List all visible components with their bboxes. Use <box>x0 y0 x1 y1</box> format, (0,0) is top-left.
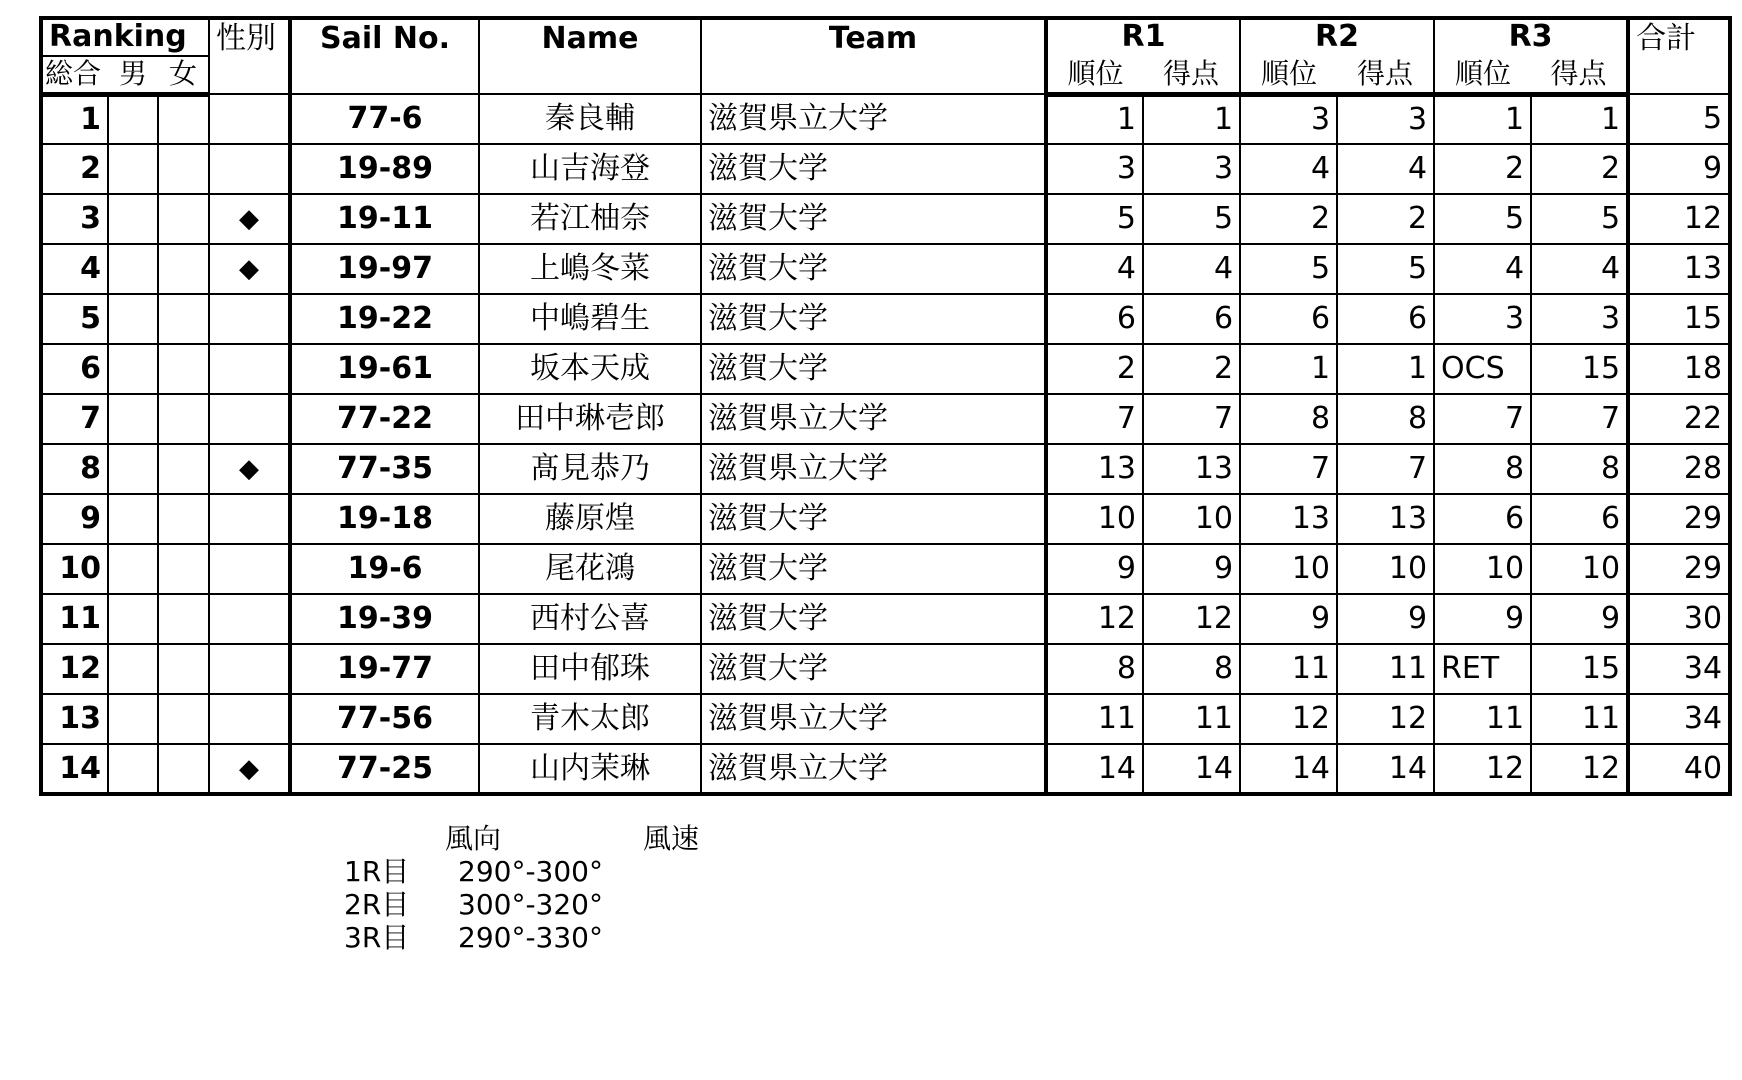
r3-points-cell: 4 <box>1531 244 1628 294</box>
wind-race-label: 2R目 <box>344 888 410 921</box>
female-rank-cell <box>158 744 209 794</box>
sail-no-cell: 77-35 <box>290 444 479 494</box>
r2-position-cell: 5 <box>1240 244 1337 294</box>
team-cell: 滋賀大学 <box>701 294 1046 344</box>
male-header: 男 <box>108 56 158 94</box>
wind-direction-value: 290°-300° <box>458 855 603 888</box>
r3-position-cell: 10 <box>1434 544 1531 594</box>
male-rank-cell <box>108 644 158 694</box>
wind-race-label: 1R目 <box>344 855 410 888</box>
header-row-top <box>41 18 1730 56</box>
sail-no-cell: 77-56 <box>290 694 479 744</box>
table-row <box>41 594 1730 644</box>
r3-points-cell: 12 <box>1531 744 1628 794</box>
sailor-name-cell: 若江柚奈 <box>479 194 701 244</box>
total-cell: 30 <box>1628 594 1730 644</box>
r3-position-cell: 1 <box>1434 94 1531 144</box>
team-cell: 滋賀県立大学 <box>701 394 1046 444</box>
r1-position-cell: 10 <box>1046 494 1143 544</box>
table-row <box>41 344 1730 394</box>
female-rank-cell <box>158 144 209 194</box>
r3-position-cell: 6 <box>1434 494 1531 544</box>
sailor-name-cell: 青木太郎 <box>479 694 701 744</box>
gender-header: 性別 <box>209 18 290 94</box>
female-rank-cell <box>158 444 209 494</box>
r1-position-cell: 2 <box>1046 344 1143 394</box>
r2-points-cell: 13 <box>1337 494 1434 544</box>
total-cell: 13 <box>1628 244 1730 294</box>
wind-direction-value: 290°-330° <box>458 921 603 954</box>
rank-cell: 5 <box>41 294 108 344</box>
female-rank-cell <box>158 344 209 394</box>
total-cell: 18 <box>1628 344 1730 394</box>
r3-position-cell: RET <box>1434 644 1531 694</box>
female-rank-cell <box>158 394 209 444</box>
r2-points-header: 得点 <box>1337 56 1434 94</box>
r3-position-cell: 2 <box>1434 144 1531 194</box>
sailor-name-cell: 西村公喜 <box>479 594 701 644</box>
r1-points-cell: 3 <box>1143 144 1240 194</box>
r3-points-cell: 3 <box>1531 294 1628 344</box>
r1-points-cell: 14 <box>1143 744 1240 794</box>
r1-points-cell: 6 <box>1143 294 1240 344</box>
r2-position-cell: 4 <box>1240 144 1337 194</box>
rank-cell: 6 <box>41 344 108 394</box>
total-cell: 40 <box>1628 744 1730 794</box>
table-row <box>41 394 1730 444</box>
male-rank-cell <box>108 294 158 344</box>
team-cell: 滋賀大学 <box>701 644 1046 694</box>
r1-position-cell: 14 <box>1046 744 1143 794</box>
r3-points-cell: 11 <box>1531 694 1628 744</box>
r1-position-cell: 7 <box>1046 394 1143 444</box>
r1-position-cell: 6 <box>1046 294 1143 344</box>
table-row <box>41 444 1730 494</box>
r3-points-header: 得点 <box>1531 56 1628 94</box>
r3-position-cell: 12 <box>1434 744 1531 794</box>
r3-points-cell: 1 <box>1531 94 1628 144</box>
rank-cell: 11 <box>41 594 108 644</box>
male-rank-cell <box>108 594 158 644</box>
gender-marker <box>209 644 290 694</box>
sail-no-cell: 19-11 <box>290 194 479 244</box>
name-header: Name <box>479 18 701 94</box>
r3-position-cell: 4 <box>1434 244 1531 294</box>
r3-position-cell: 11 <box>1434 694 1531 744</box>
r2-points-cell: 3 <box>1337 94 1434 144</box>
table-row <box>41 544 1730 594</box>
r2-position-cell: 11 <box>1240 644 1337 694</box>
r1-points-header: 得点 <box>1143 56 1240 94</box>
male-rank-cell <box>108 744 158 794</box>
r2-position-cell: 10 <box>1240 544 1337 594</box>
table-row <box>41 744 1730 794</box>
gender-marker <box>209 294 290 344</box>
gender-marker <box>209 494 290 544</box>
table-row <box>41 94 1730 144</box>
table-row <box>41 494 1730 544</box>
sail-no-cell: 19-6 <box>290 544 479 594</box>
r2-position-cell: 13 <box>1240 494 1337 544</box>
results-table <box>39 16 1732 796</box>
r3-points-cell: 6 <box>1531 494 1628 544</box>
r3-points-cell: 5 <box>1531 194 1628 244</box>
sail-no-cell: 19-97 <box>290 244 479 294</box>
rank-cell: 8 <box>41 444 108 494</box>
sail-no-cell: 19-39 <box>290 594 479 644</box>
r3-position-cell: 3 <box>1434 294 1531 344</box>
r1-header: R1 <box>1046 18 1240 56</box>
r3-position-header: 順位 <box>1434 56 1531 94</box>
female-rank-cell <box>158 594 209 644</box>
r2-position-cell: 2 <box>1240 194 1337 244</box>
female-rank-cell <box>158 694 209 744</box>
female-rank-cell <box>158 94 209 144</box>
male-rank-cell <box>108 244 158 294</box>
total-cell: 5 <box>1628 94 1730 144</box>
team-cell: 滋賀県立大学 <box>701 694 1046 744</box>
table-row <box>41 644 1730 694</box>
r1-points-cell: 11 <box>1143 694 1240 744</box>
sail-no-cell: 19-22 <box>290 294 479 344</box>
table-row <box>41 694 1730 744</box>
team-cell: 滋賀大学 <box>701 244 1046 294</box>
wind-direction-label: 風向 <box>445 822 502 855</box>
sailor-name-cell: 髙見恭乃 <box>479 444 701 494</box>
sail-no-cell: 19-61 <box>290 344 479 394</box>
r3-points-cell: 10 <box>1531 544 1628 594</box>
sailor-name-cell: 田中琳壱郎 <box>479 394 701 444</box>
female-rank-cell <box>158 244 209 294</box>
total-cell: 9 <box>1628 144 1730 194</box>
rank-cell: 9 <box>41 494 108 544</box>
sail-no-cell: 19-18 <box>290 494 479 544</box>
total-cell: 34 <box>1628 694 1730 744</box>
gender-marker <box>209 594 290 644</box>
female-rank-cell <box>158 194 209 244</box>
male-rank-cell <box>108 444 158 494</box>
gender-marker <box>209 544 290 594</box>
r1-position-cell: 13 <box>1046 444 1143 494</box>
sail-no-cell: 77-25 <box>290 744 479 794</box>
rank-cell: 4 <box>41 244 108 294</box>
r1-points-cell: 2 <box>1143 344 1240 394</box>
table-row <box>41 194 1730 244</box>
team-cell: 滋賀県立大学 <box>701 94 1046 144</box>
r3-points-cell: 15 <box>1531 344 1628 394</box>
rank-cell: 2 <box>41 144 108 194</box>
sailor-name-cell: 田中郁珠 <box>479 644 701 694</box>
gender-marker <box>209 94 290 144</box>
male-rank-cell <box>108 194 158 244</box>
r1-position-cell: 9 <box>1046 544 1143 594</box>
team-cell: 滋賀大学 <box>701 494 1046 544</box>
sail-no-cell: 77-22 <box>290 394 479 444</box>
r3-points-cell: 9 <box>1531 594 1628 644</box>
r1-points-cell: 7 <box>1143 394 1240 444</box>
r1-position-cell: 5 <box>1046 194 1143 244</box>
r3-position-cell: 5 <box>1434 194 1531 244</box>
r1-points-cell: 8 <box>1143 644 1240 694</box>
r2-position-cell: 14 <box>1240 744 1337 794</box>
team-cell: 滋賀大学 <box>701 344 1046 394</box>
team-cell: 滋賀大学 <box>701 594 1046 644</box>
r2-position-cell: 7 <box>1240 444 1337 494</box>
r2-points-cell: 2 <box>1337 194 1434 244</box>
gender-marker <box>209 694 290 744</box>
r1-position-cell: 12 <box>1046 594 1143 644</box>
r1-position-cell: 4 <box>1046 244 1143 294</box>
r2-position-header: 順位 <box>1240 56 1337 94</box>
sail-no-cell: 19-89 <box>290 144 479 194</box>
male-rank-cell <box>108 394 158 444</box>
r2-position-cell: 1 <box>1240 344 1337 394</box>
wind-race-label: 3R目 <box>344 921 410 954</box>
r3-position-cell: OCS <box>1434 344 1531 394</box>
rank-cell: 3 <box>41 194 108 244</box>
female-rank-cell <box>158 294 209 344</box>
total-cell: 12 <box>1628 194 1730 244</box>
rank-cell: 12 <box>41 644 108 694</box>
sailor-name-cell: 山内茉琳 <box>479 744 701 794</box>
team-cell: 滋賀大学 <box>701 544 1046 594</box>
r2-points-cell: 1 <box>1337 344 1434 394</box>
r1-position-cell: 1 <box>1046 94 1143 144</box>
sailor-name-cell: 秦良輔 <box>479 94 701 144</box>
team-cell: 滋賀大学 <box>701 144 1046 194</box>
gender-marker: ◆ <box>209 744 290 794</box>
total-cell: 22 <box>1628 394 1730 444</box>
r3-position-cell: 9 <box>1434 594 1531 644</box>
r2-points-cell: 14 <box>1337 744 1434 794</box>
r2-points-cell: 6 <box>1337 294 1434 344</box>
rank-cell: 13 <box>41 694 108 744</box>
rank-cell: 14 <box>41 744 108 794</box>
sail-no-cell: 19-77 <box>290 644 479 694</box>
male-rank-cell <box>108 544 158 594</box>
male-rank-cell <box>108 144 158 194</box>
sailor-name-cell: 中嶋碧生 <box>479 294 701 344</box>
r3-points-cell: 15 <box>1531 644 1628 694</box>
total-header: 合計 <box>1628 18 1730 94</box>
r1-points-cell: 10 <box>1143 494 1240 544</box>
female-rank-cell <box>158 644 209 694</box>
gender-marker <box>209 144 290 194</box>
total-cell: 29 <box>1628 494 1730 544</box>
rank-cell: 10 <box>41 544 108 594</box>
female-rank-cell <box>158 494 209 544</box>
wind-direction-value: 300°-320° <box>458 888 603 921</box>
r2-points-cell: 8 <box>1337 394 1434 444</box>
gender-marker <box>209 344 290 394</box>
r3-position-cell: 7 <box>1434 394 1531 444</box>
r1-points-cell: 12 <box>1143 594 1240 644</box>
r2-points-cell: 7 <box>1337 444 1434 494</box>
sailor-name-cell: 上嶋冬菜 <box>479 244 701 294</box>
r2-position-cell: 6 <box>1240 294 1337 344</box>
gender-marker: ◆ <box>209 244 290 294</box>
total-cell: 29 <box>1628 544 1730 594</box>
r3-header: R3 <box>1434 18 1628 56</box>
r2-position-cell: 9 <box>1240 594 1337 644</box>
r3-position-cell: 8 <box>1434 444 1531 494</box>
overall-header: 総合 <box>41 56 108 94</box>
r2-points-cell: 12 <box>1337 694 1434 744</box>
r1-points-cell: 5 <box>1143 194 1240 244</box>
r1-points-cell: 9 <box>1143 544 1240 594</box>
ranking-header: Ranking <box>41 18 209 56</box>
r2-points-cell: 11 <box>1337 644 1434 694</box>
total-cell: 28 <box>1628 444 1730 494</box>
female-rank-cell <box>158 544 209 594</box>
total-cell: 15 <box>1628 294 1730 344</box>
r2-position-cell: 3 <box>1240 94 1337 144</box>
r2-points-cell: 9 <box>1337 594 1434 644</box>
r3-points-cell: 2 <box>1531 144 1628 194</box>
female-header: 女 <box>158 56 209 94</box>
r1-points-cell: 1 <box>1143 94 1240 144</box>
r3-points-cell: 8 <box>1531 444 1628 494</box>
team-cell: 滋賀県立大学 <box>701 444 1046 494</box>
r2-points-cell: 5 <box>1337 244 1434 294</box>
gender-marker: ◆ <box>209 444 290 494</box>
r1-position-cell: 8 <box>1046 644 1143 694</box>
gender-marker <box>209 394 290 444</box>
sailor-name-cell: 藤原煌 <box>479 494 701 544</box>
male-rank-cell <box>108 694 158 744</box>
wind-speed-label: 風速 <box>643 822 700 855</box>
total-cell: 34 <box>1628 644 1730 694</box>
r3-points-cell: 7 <box>1531 394 1628 444</box>
r2-position-cell: 12 <box>1240 694 1337 744</box>
r1-position-cell: 3 <box>1046 144 1143 194</box>
male-rank-cell <box>108 494 158 544</box>
r1-position-cell: 11 <box>1046 694 1143 744</box>
r1-position-header: 順位 <box>1046 56 1143 94</box>
sailor-name-cell: 山吉海登 <box>479 144 701 194</box>
rank-cell: 7 <box>41 394 108 444</box>
male-rank-cell <box>108 94 158 144</box>
team-cell: 滋賀県立大学 <box>701 744 1046 794</box>
gender-marker: ◆ <box>209 194 290 244</box>
table-row <box>41 244 1730 294</box>
table-row <box>41 144 1730 194</box>
team-cell: 滋賀大学 <box>701 194 1046 244</box>
r2-points-cell: 4 <box>1337 144 1434 194</box>
r2-header: R2 <box>1240 18 1434 56</box>
table-row <box>41 294 1730 344</box>
r2-points-cell: 10 <box>1337 544 1434 594</box>
r1-points-cell: 4 <box>1143 244 1240 294</box>
sail-no-cell: 77-6 <box>290 94 479 144</box>
male-rank-cell <box>108 344 158 394</box>
team-header: Team <box>701 18 1046 94</box>
sailor-name-cell: 坂本天成 <box>479 344 701 394</box>
sailor-name-cell: 尾花鴻 <box>479 544 701 594</box>
r2-position-cell: 8 <box>1240 394 1337 444</box>
rank-cell: 1 <box>41 94 108 144</box>
r1-points-cell: 13 <box>1143 444 1240 494</box>
sail-no-header: Sail No. <box>290 18 479 94</box>
